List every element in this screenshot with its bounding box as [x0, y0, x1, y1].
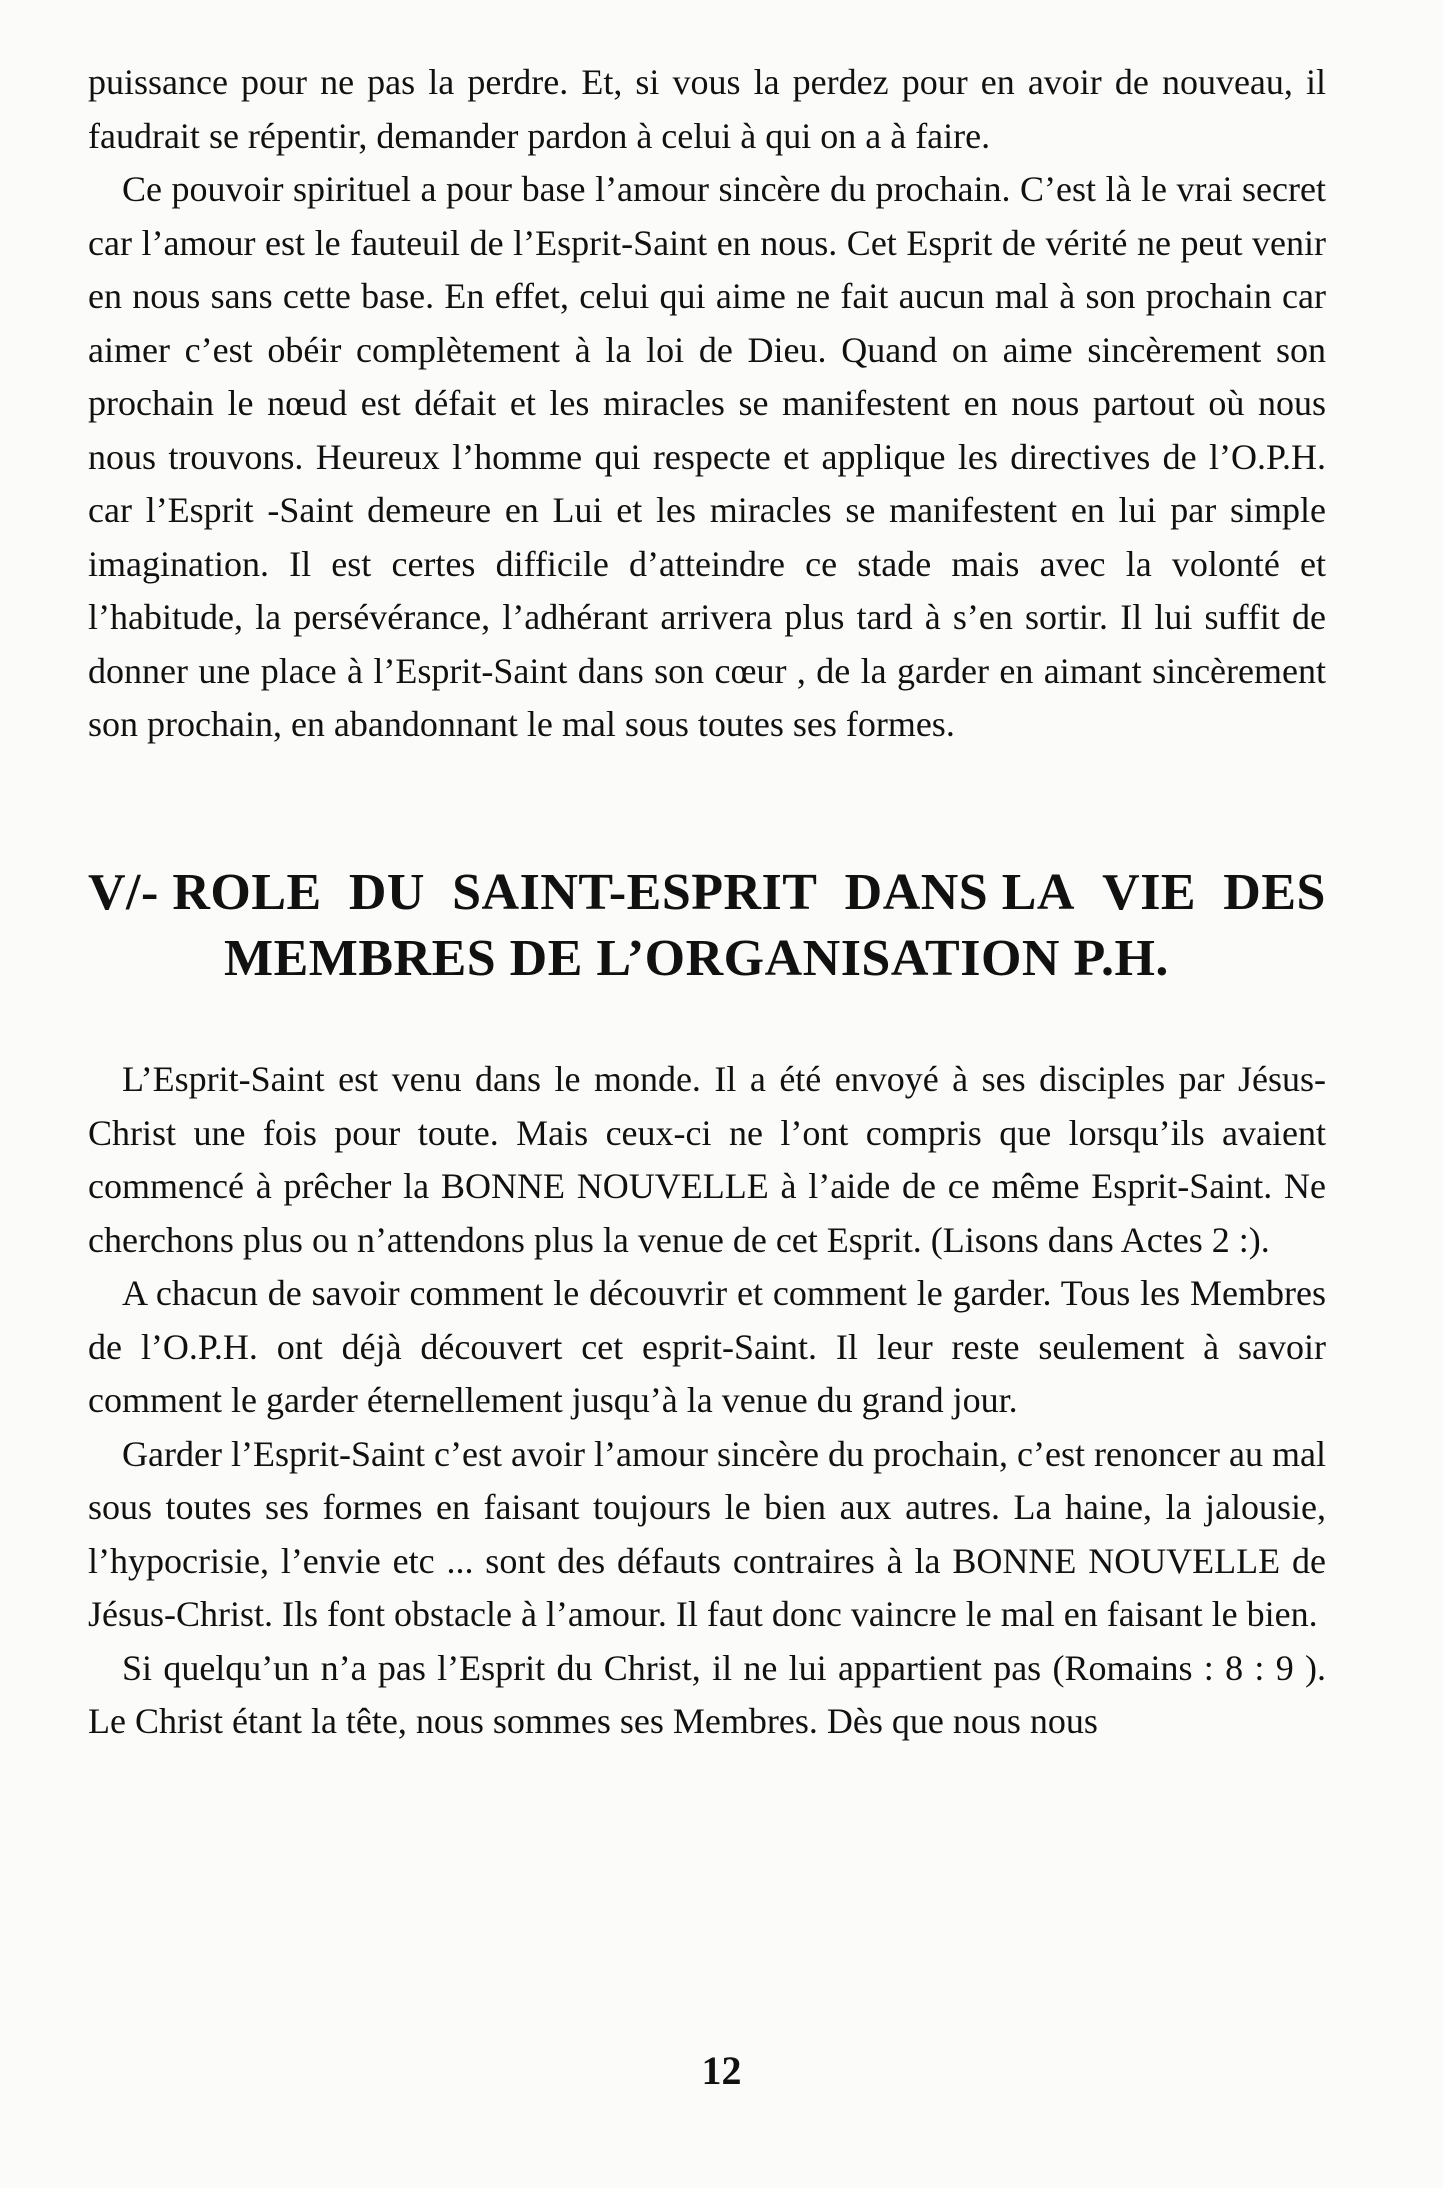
paragraph-2: Ce pouvoir spirituel a pour base l’amour sincère du prochain. C’est là le vrai secret car l’amour est le fauteuil de l’Esprit-Saint en nous. Cet Esprit de vérité ne peut venir en nous sans cette base. En effet, celui qui aime ne fait aucun mal à son prochain car aimer c’est obéir complètement à la loi de Dieu. Quand on aime sincèrement son prochain le nœud est défait et les miracles se manifestent en nous partout où nous nous trouvons. Heureux l’homme qui respecte et applique les directives de l’O.P.H. car l’Esprit -Saint demeure en Lui et les miracles se manifestent en lui par simple imagination. Il est certes difficile d’atteindre ce stade mais avec la volonté et l’habitude, la persévérance, l’adhérant arrivera plus tard à s’en sortir. Il lui suffit de donner une place à l’Esprit-Saint dans son cœur , de la garder en aimant sincèrement son prochain, en abandonnant le mal sous toutes ses formes.	[88, 169, 1326, 744]
section-heading-line-1	[88, 860, 1326, 926]
heading-word: V/- ROLE	[88, 864, 322, 921]
heading-word: VIE	[1102, 864, 1197, 921]
paragraph-6: Si quelqu’un n’a pas l’Esprit du Christ, il ne lui appartient pas (Romains : 8 : 9 ). Le Christ étant la tête, nous sommes ses Membres. Dès que nous nous	[88, 1647, 1326, 1741]
paragraph-4: A chacun de savoir comment le découvrir et comment le garder. Tous les Membres de l’O.P.H. ont déjà découvert cet esprit-Saint. Il leur reste seulement à savoir comment le garder éternellement jusqu’à la venue du grand jour.	[88, 1273, 1326, 1420]
heading-word: DES	[1223, 864, 1326, 921]
section-heading-line-2: MEMBRES DE L’ORGANISATION P.H.	[224, 930, 1169, 987]
page-number: 12	[701, 2048, 742, 2093]
body-text-top	[88, 56, 1326, 752]
heading-word: DANS LA	[844, 864, 1075, 921]
paragraph-1: puissance pour ne pas la perdre. Et, si vous la perdez pour en avoir de nouveau, il faudrait se répentir, demander pardon à celui à qui on a à faire.	[88, 62, 1326, 156]
body-text-bottom	[88, 1053, 1326, 1749]
paragraph-3: L’Esprit-Saint est venu dans le monde. Il a été envoyé à ses disciples par Jésus-Christ une fois pour toute. Mais ceux-ci ne l’ont compris que lorsqu’ils avaient commencé à prêcher la BONNE NOUVELLE à l’aide de ce même Esprit-Saint. Ne cherchons plus ou n’attendons plus la venue de cet Esprit. (Lisons dans Actes 2 :).	[88, 1059, 1326, 1260]
paragraph-5: Garder l’Esprit-Saint c’est avoir l’amour sincère du prochain, c’est renoncer au mal sous toutes ses formes en faisant toujours le bien aux autres. La haine, la jalousie, l’hypocrisie, l’envie etc ... sont des défauts contraires à la BONNE NOUVELLE de Jésus-Christ. Ils font obstacle à l’amour. Il faut donc vaincre le mal en faisant le bien.	[88, 1433, 1326, 1634]
section-heading	[88, 860, 1326, 992]
heading-word: DU	[348, 864, 425, 921]
heading-word: SAINT-ESPRIT	[452, 864, 818, 921]
